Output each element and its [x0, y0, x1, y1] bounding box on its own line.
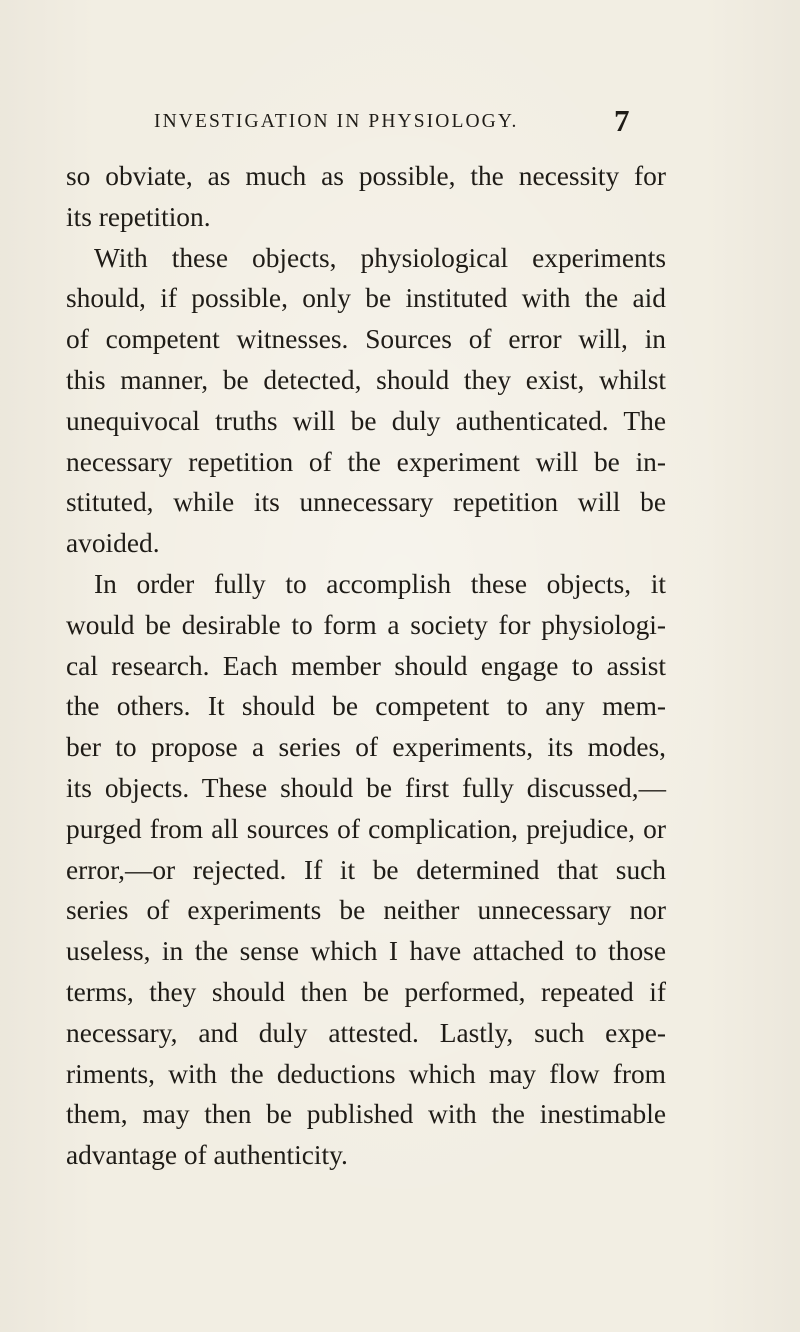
text-line: of competent witnesses. Sources of error will, in [66, 324, 666, 355]
text-line: this manner, be detected, should they exist, whilst [66, 364, 666, 395]
body-text [66, 156, 666, 1176]
text-line: In order fully to accomplish these objects, it [94, 568, 666, 599]
text-line: useless, in the sense which I have attached to those [66, 936, 666, 967]
text-line: unequivocal truths will be duly authenticated. The [66, 405, 666, 436]
text-line: so obviate, as much as possible, the necessity for [66, 161, 666, 191]
running-title: INVESTIGATION IN PHYSIOLOGY. [154, 111, 519, 132]
text-line: ber to propose a series of experiments, its modes, [66, 732, 666, 763]
text-line: terms, they should then be performed, repeated if [66, 976, 666, 1007]
text-line: its objects. These should be first fully discussed,— [66, 772, 666, 803]
text-line: purged from all sources of complication, prejudice, or [66, 813, 666, 844]
page-number: 7 [614, 103, 630, 138]
text-line: necessary, and duly attested. Lastly, such expe- [66, 1017, 666, 1048]
text-line: cal research. Each member should engage to assist [66, 650, 666, 681]
text-line: advantage of authenticity. [66, 1140, 348, 1171]
text-line: them, may then be published with the inestimable [66, 1099, 666, 1130]
text-line: avoided. [66, 528, 160, 559]
text-line: would be desirable to form a society for physiologi- [66, 609, 666, 640]
text-line: error,—or rejected. If it be determined that such [66, 854, 666, 885]
text-line: With these objects, physiological experiments [94, 242, 666, 273]
text-line: its repetition. [66, 201, 211, 232]
text-line: necessary repetition of the experiment will be in- [66, 446, 666, 477]
text-line: riments, with the deductions which may flow from [66, 1058, 666, 1089]
text-line: stituted, while its unnecessary repetition will be [66, 487, 666, 518]
text-line: series of experiments be neither unnecessary nor [66, 895, 666, 926]
running-head [0, 103, 800, 143]
text-line: the others. It should be competent to any mem- [66, 691, 666, 722]
text-line: should, if possible, only be instituted with the aid [66, 283, 666, 314]
